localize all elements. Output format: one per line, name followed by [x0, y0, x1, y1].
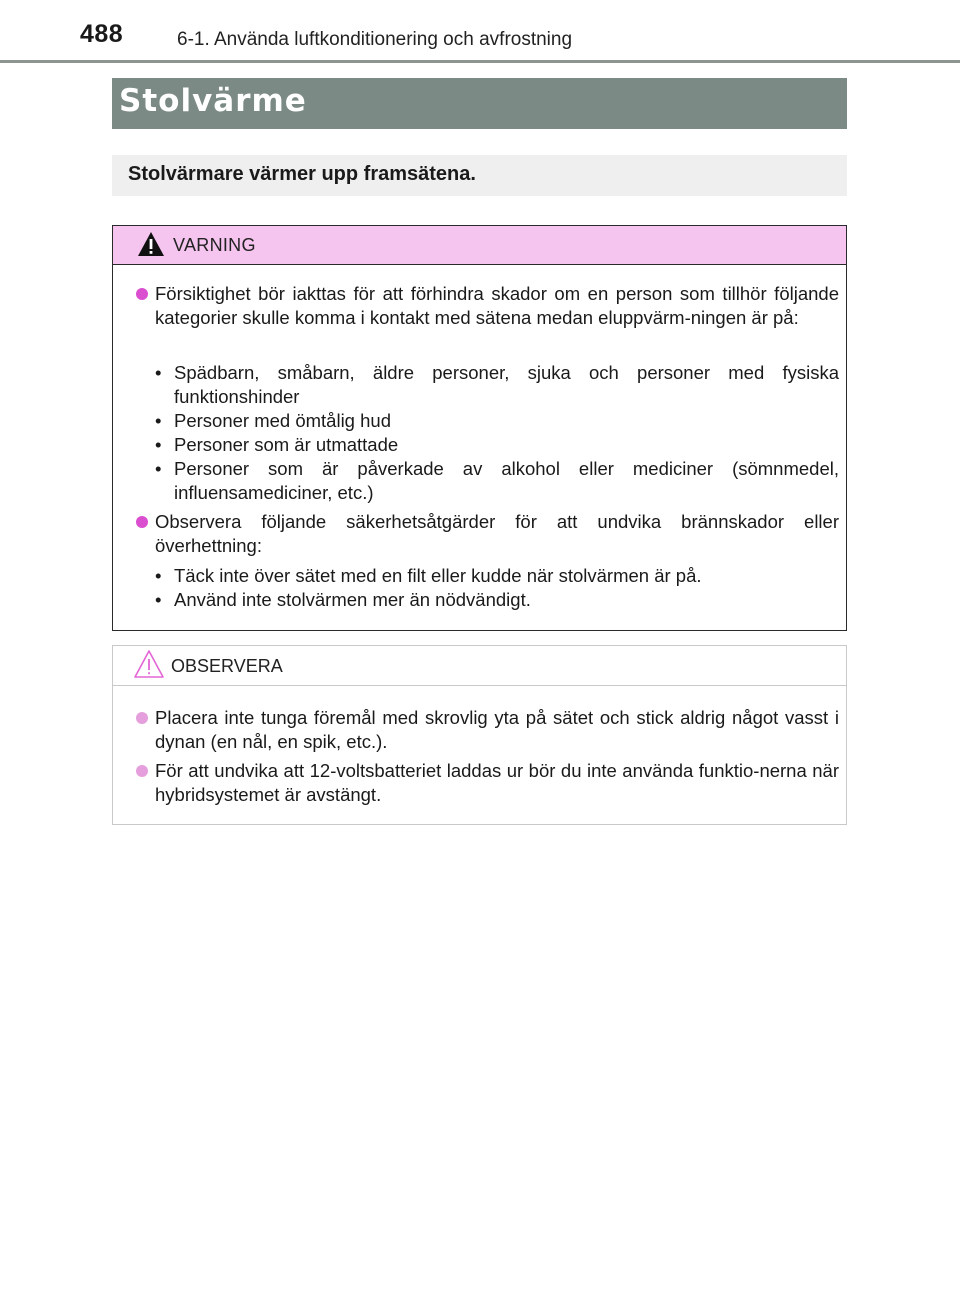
list-item [155, 361, 839, 409]
page-header [0, 0, 960, 64]
intro-text: Stolvärmare värmer upp framsätena. [128, 163, 476, 185]
caution-triangle-icon [133, 648, 165, 680]
notice-item-2-text: För att undvika att 12-voltsbatteriet laddas ur bör du inte använda funktio-nerna när hybridsystemet är avstängt. [155, 760, 839, 805]
notice-box [112, 645, 847, 825]
bullet-dot [136, 765, 148, 777]
warning-item-2-text: Observera följande säkerhetsåtgärder för att undvika brännskador eller överhettning: [155, 511, 839, 556]
bullet-text: Personer som är utmattade [174, 434, 399, 455]
bullet-text: Använd inte stolvärmen mer än nödvändigt. [174, 589, 531, 610]
warning-item-1-block [155, 282, 839, 330]
chapter-title: 6-1. Använda luftkonditionering och avfrostning [177, 29, 573, 50]
notice-item-1-text: Placera inte tunga föremål med skrovlig yta på sätet och stick aldrig något vasst i dynan (en nål, en spik, etc.). [155, 707, 839, 752]
notice-header [113, 646, 846, 686]
section-title: Stolvärme [119, 83, 307, 119]
notice-item-2-block [155, 759, 839, 807]
bullet-dot [136, 516, 148, 528]
bullet-text: Spädbarn, småbarn, äldre personer, sjuka och personer med fysiska funktionshinder [174, 362, 839, 407]
bullet-text: Täck inte över sätet med en filt eller kudde när stolvärmen är på. [174, 565, 702, 586]
warning-item-1-bullets [155, 361, 839, 505]
bullet-text: Personer med ömtålig hud [174, 410, 391, 431]
bullet-dot [136, 712, 148, 724]
section-title-bar [112, 78, 847, 129]
list-item [155, 564, 839, 588]
list-item [155, 457, 839, 505]
warning-box [112, 225, 847, 631]
list-item [155, 433, 839, 457]
warning-triangle-icon [137, 230, 165, 258]
warning-item-1-full-text: Försiktighet bör iakttas för att förhindra skador om en person som tillhör följande kategorier skulle komma i kontakt med sätena medan eluppvärm-ningen är på: [155, 283, 839, 328]
notice-label: OBSERVERA [171, 656, 283, 676]
warning-item-2-block [155, 510, 839, 558]
header-divider [0, 60, 960, 63]
list-item [155, 409, 839, 433]
warning-label: VARNING [173, 235, 256, 255]
bullet-dot [136, 288, 148, 300]
list-item [155, 588, 839, 612]
bullet-text: Personer som är påverkade av alkohol eller mediciner (sömnmedel, influensamediciner, etc.) [174, 458, 839, 503]
intro-banner [112, 155, 847, 196]
warning-item-2-bullets [155, 564, 839, 612]
warning-header [113, 226, 846, 265]
page-number: 488 [80, 20, 124, 48]
notice-item-1-block [155, 706, 839, 754]
